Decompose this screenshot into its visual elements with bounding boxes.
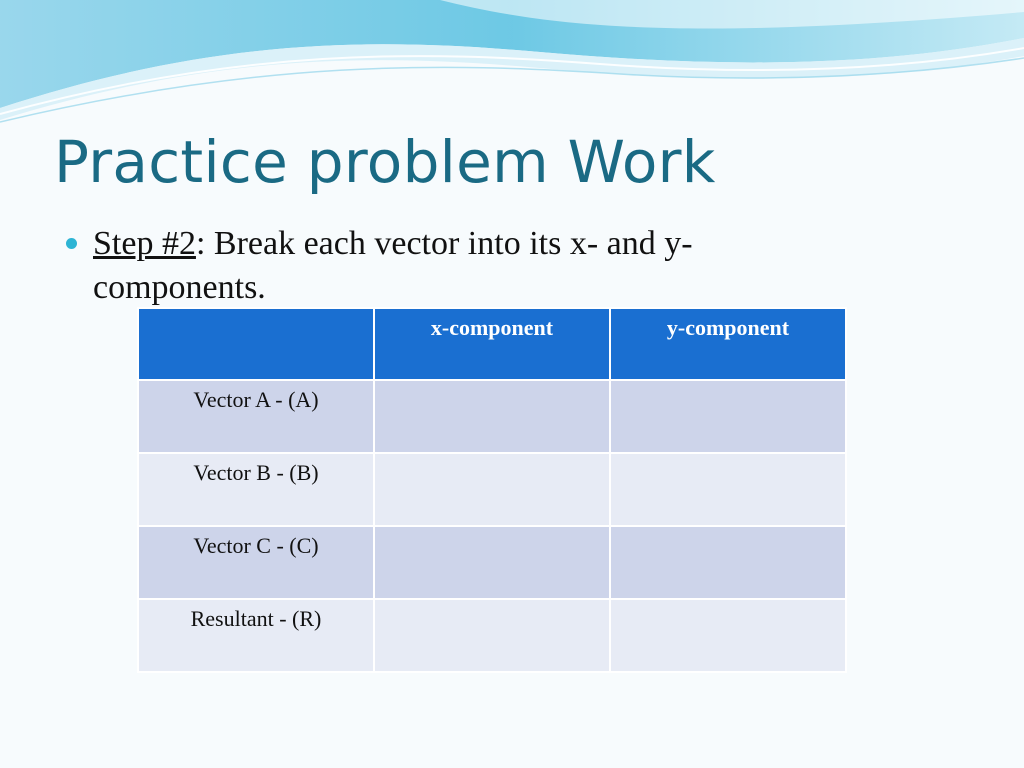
x-component-cell[interactable] [374, 380, 610, 453]
table-row [138, 380, 846, 453]
header-cell-empty [138, 308, 374, 380]
table-row [138, 526, 846, 599]
y-component-cell[interactable] [610, 599, 846, 672]
bullet-dot-icon [66, 238, 77, 249]
y-component-cell[interactable] [610, 526, 846, 599]
y-component-cell[interactable] [610, 380, 846, 453]
table-row [138, 599, 846, 672]
row-label: Resultant - (R) [138, 599, 374, 672]
header-cell-y-component: y-component [610, 308, 846, 380]
x-component-cell[interactable] [374, 526, 610, 599]
x-component-cell[interactable] [374, 599, 610, 672]
row-label: Vector A - (A) [138, 380, 374, 453]
table-header-row [138, 308, 846, 380]
row-label: Vector B - (B) [138, 453, 374, 526]
step-label: Step #2 [93, 225, 196, 262]
row-label: Vector C - (C) [138, 526, 374, 599]
vector-components-table-container [137, 307, 845, 673]
x-component-cell[interactable] [374, 453, 610, 526]
y-component-cell[interactable] [610, 453, 846, 526]
header-cell-x-component: x-component [374, 308, 610, 380]
slide-title: Practice problem Work [54, 128, 716, 196]
step-description: : Break each vector into its x- and y-components. [93, 225, 693, 306]
bullet-item [66, 222, 786, 310]
table-row [138, 453, 846, 526]
bullet-text [93, 222, 786, 310]
header-wave-decoration [0, 0, 1024, 130]
vector-components-table [137, 307, 847, 673]
